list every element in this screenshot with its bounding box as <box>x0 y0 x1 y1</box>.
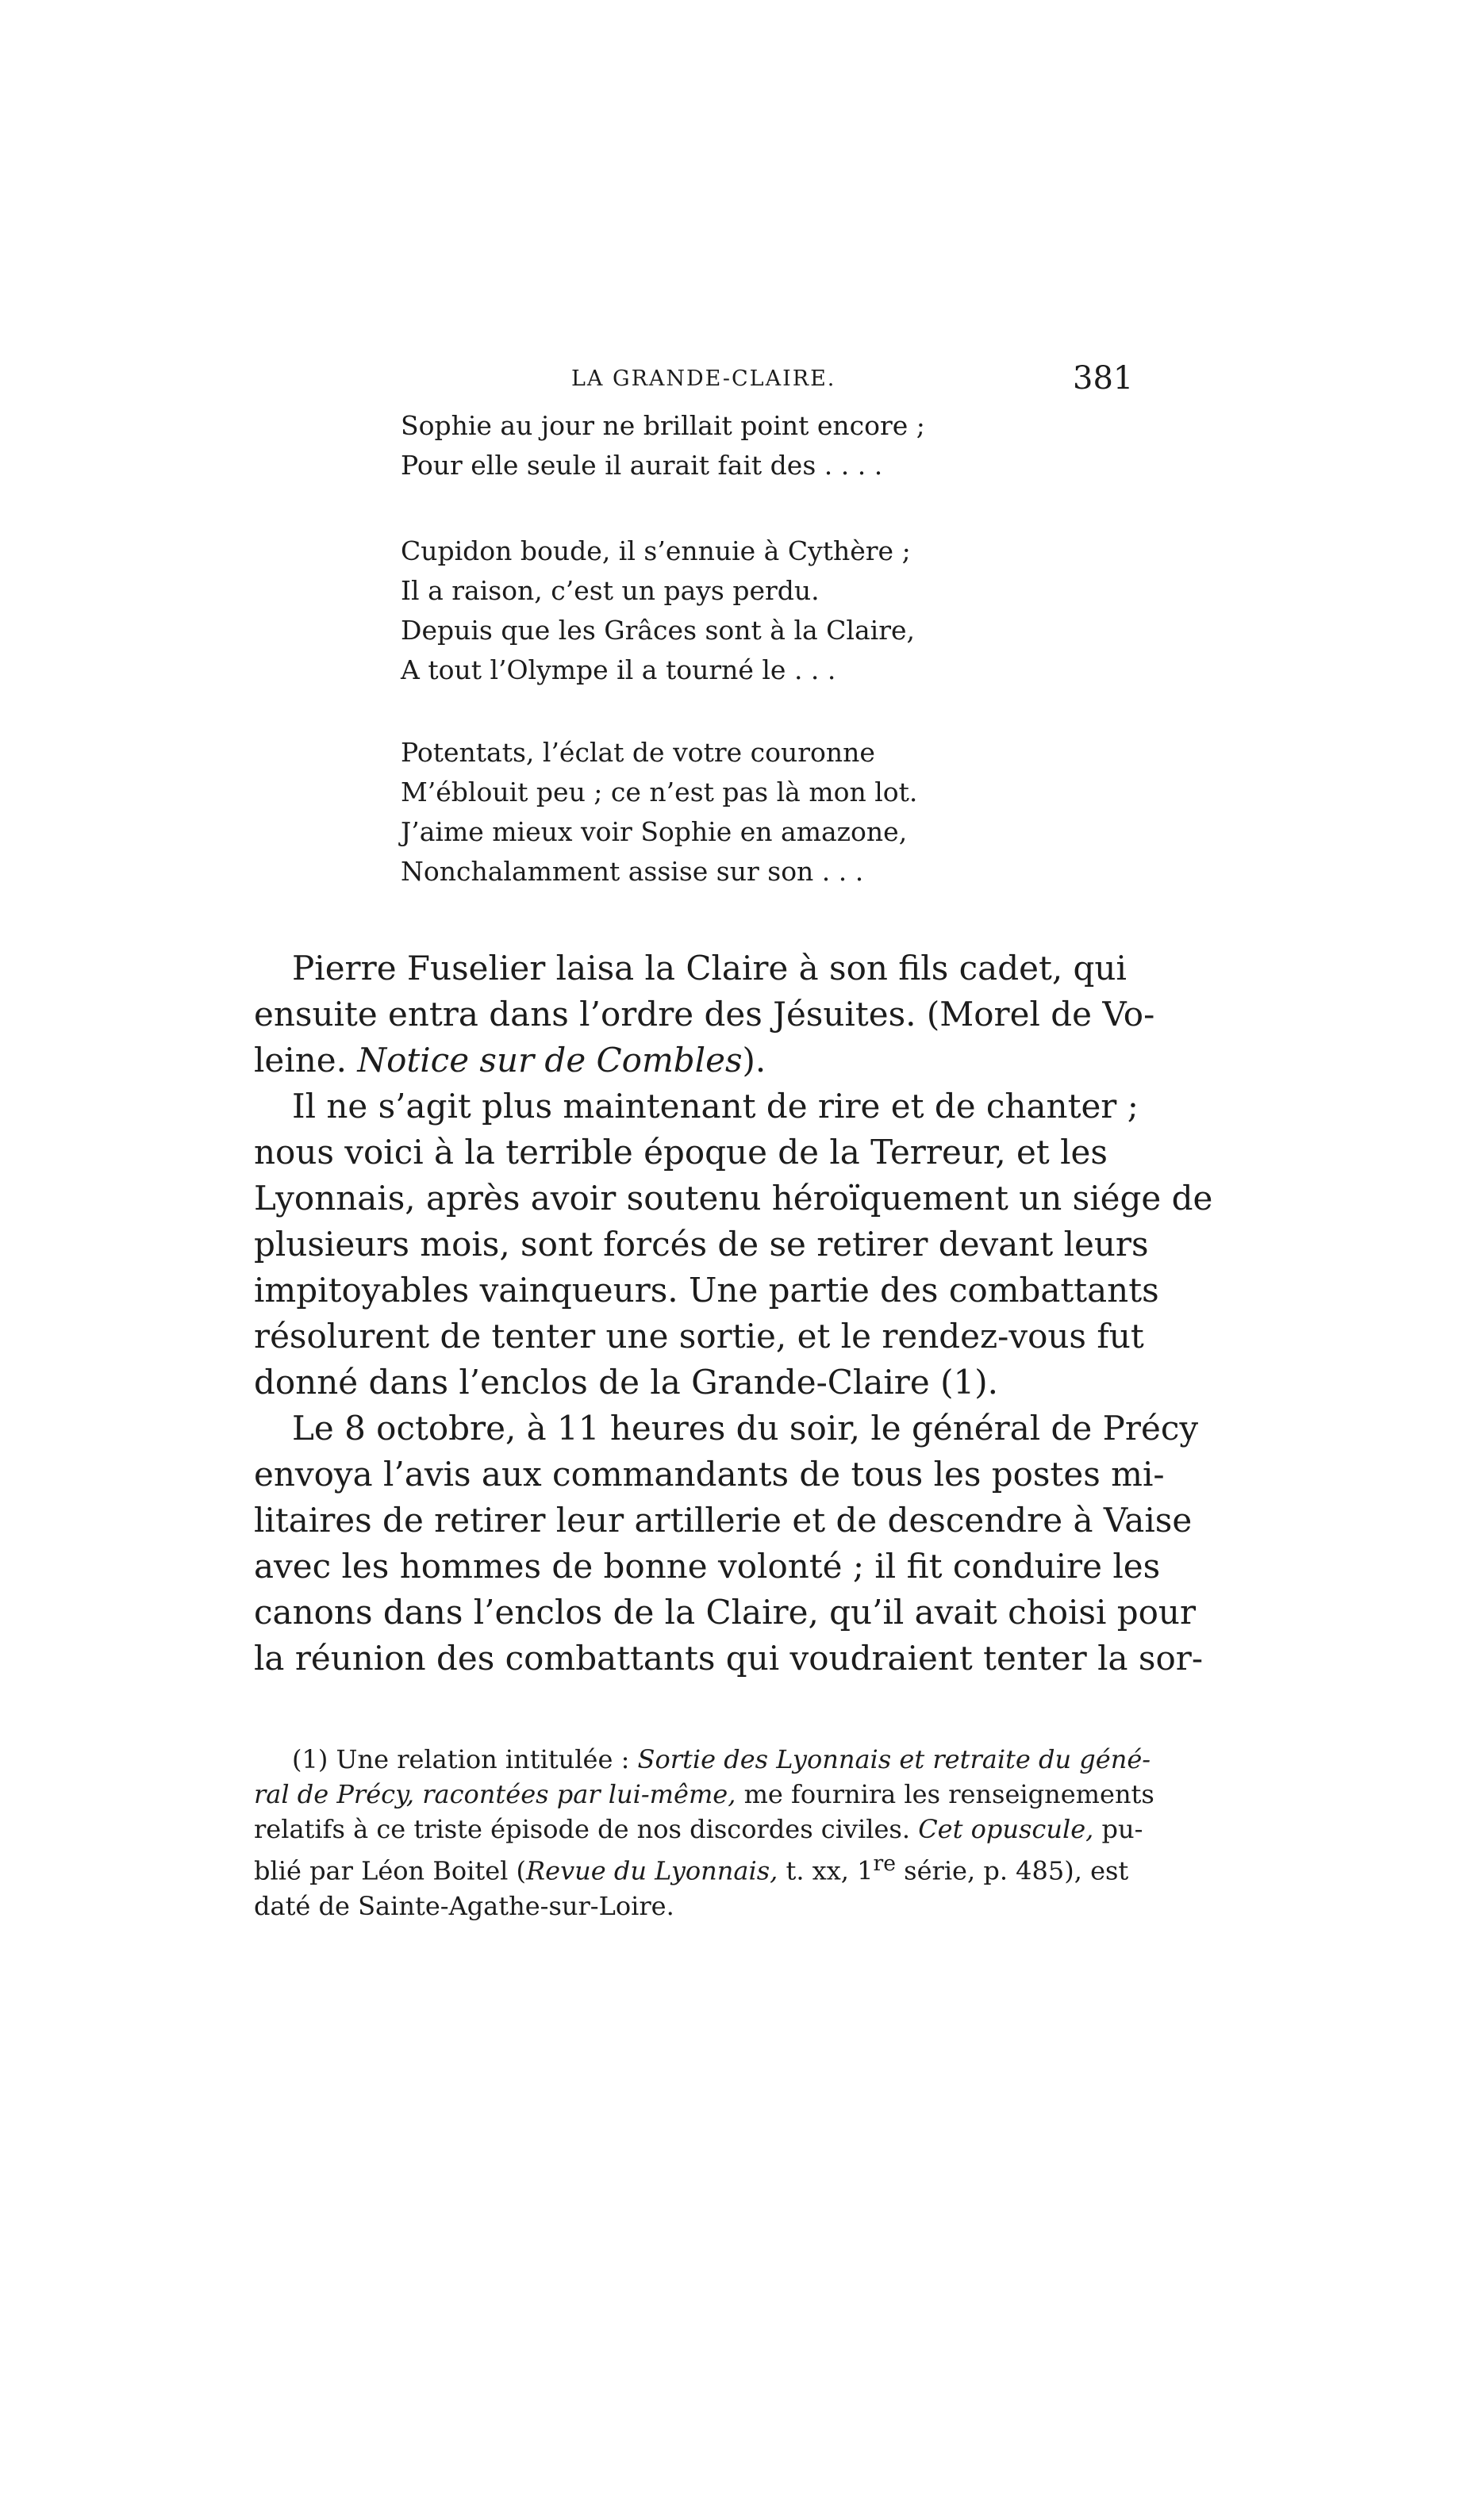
text-line: ensuite entra dans l’ordre des Jésuites. (Morel de Vo- <box>254 995 1155 1034</box>
footnote-line <box>254 1812 1143 1847</box>
text-line: Le 8 octobre, à 11 heures du soir, le général de Précy <box>292 1409 1199 1448</box>
verse-line: J’aime mieux voir Sophie en amazone, <box>401 816 908 847</box>
text-span: série, p. 485), est <box>895 1855 1129 1886</box>
paragraph-3 <box>254 1406 1204 1682</box>
verse-line: Pour elle seule il aurait fait des . . . . <box>401 450 883 481</box>
text-line: plusieurs mois, sont forcés de se retirer devant leurs <box>254 1225 1149 1264</box>
text-span: me fournira les renseignements <box>736 1779 1154 1809</box>
verse-line: Nonchalamment assise sur son . . . <box>401 856 864 887</box>
text-line: avec les hommes de bonne volonté ; il fit conduire les <box>254 1547 1161 1586</box>
text-span: ). <box>742 1041 766 1080</box>
footnote-line <box>254 1742 1151 1777</box>
verse-line: Sophie au jour ne brillait point encore ; <box>401 410 925 441</box>
text-line: litaires de retirer leur artillerie et de descendre à Vaise <box>254 1501 1193 1540</box>
verse-line: Depuis que les Grâces sont à la Claire, <box>401 615 916 646</box>
text-line: impitoyables vainqueurs. Une partie des combattants <box>254 1271 1159 1310</box>
verse-stanza-3 <box>401 733 917 892</box>
text-line: résolurent de tenter une sortie, et le rendez-vous fut <box>254 1317 1144 1356</box>
paragraph-2 <box>254 1084 1213 1406</box>
superscript: re <box>873 1851 896 1876</box>
footnote-line: daté de Sainte-Agathe-sur-Loire. <box>254 1890 674 1921</box>
text-line: Lyonnais, après avoir soutenu héroïquement un siége de <box>254 1179 1213 1218</box>
text-line <box>254 1038 1106 1084</box>
text-span: blié par Léon Boitel ( <box>254 1855 527 1886</box>
italic-title: Cet opuscule, <box>918 1814 1094 1844</box>
text-line: la réunion des combattants qui voudraient tenter la sor- <box>254 1639 1204 1678</box>
italic-title: Notice sur de Combles <box>357 1041 743 1080</box>
text-span: leine. <box>254 1041 358 1080</box>
italic-title: Sortie des Lyonnais et retraite du géné- <box>637 1744 1151 1774</box>
running-head: LA GRANDE-CLAIRE. <box>571 366 836 391</box>
text-line: Il ne s’agit plus maintenant de rire et de chanter ; <box>292 1087 1139 1126</box>
verse-line: A tout l’Olympe il a tourné le . . . <box>401 654 836 685</box>
verse-line: M’éblouit peu ; ce n’est pas là mon lot. <box>401 777 918 807</box>
italic-title: ral de Précy, racontées par lui-même, <box>254 1779 736 1809</box>
text-span: pu- <box>1093 1814 1143 1844</box>
footnote-line <box>254 1847 1129 1889</box>
body-text <box>254 945 1213 1682</box>
verse-line: Il a raison, c’est un pays perdu. <box>401 575 820 606</box>
text-line: nous voici à la terrible époque de la Terreur, et les <box>254 1133 1108 1172</box>
verse-line: Potentats, l’éclat de votre couronne <box>401 737 875 768</box>
footnote-line <box>254 1777 1154 1812</box>
footnote <box>254 1742 1154 1924</box>
verse-line: Cupidon boude, il s’ennuie à Cythère ; <box>401 535 911 566</box>
italic-title: Revue du Lyonnais, <box>526 1855 778 1886</box>
text-line: donné dans l’enclos de la Grande-Claire (1). <box>254 1363 998 1402</box>
text-line: envoya l’avis aux commandants de tous les postes mi- <box>254 1455 1165 1494</box>
verse-stanza-1 <box>401 406 925 485</box>
text-line: Pierre Fuselier laisa la Claire à son fils cadet, qui <box>292 949 1127 988</box>
footnote-1 <box>254 1742 1154 1924</box>
page-number: 381 <box>1073 360 1134 397</box>
text-span: (1) Une relation intitulée : <box>292 1744 638 1774</box>
paragraph-1 <box>254 945 1155 1084</box>
text-span: t. xx, 1 <box>778 1855 874 1886</box>
text-line: canons dans l’enclos de la Claire, qu’il avait choisi pour <box>254 1593 1197 1632</box>
verse-stanza-2 <box>401 531 915 690</box>
text-span: relatifs à ce triste épisode de nos discordes civiles. <box>254 1814 919 1844</box>
